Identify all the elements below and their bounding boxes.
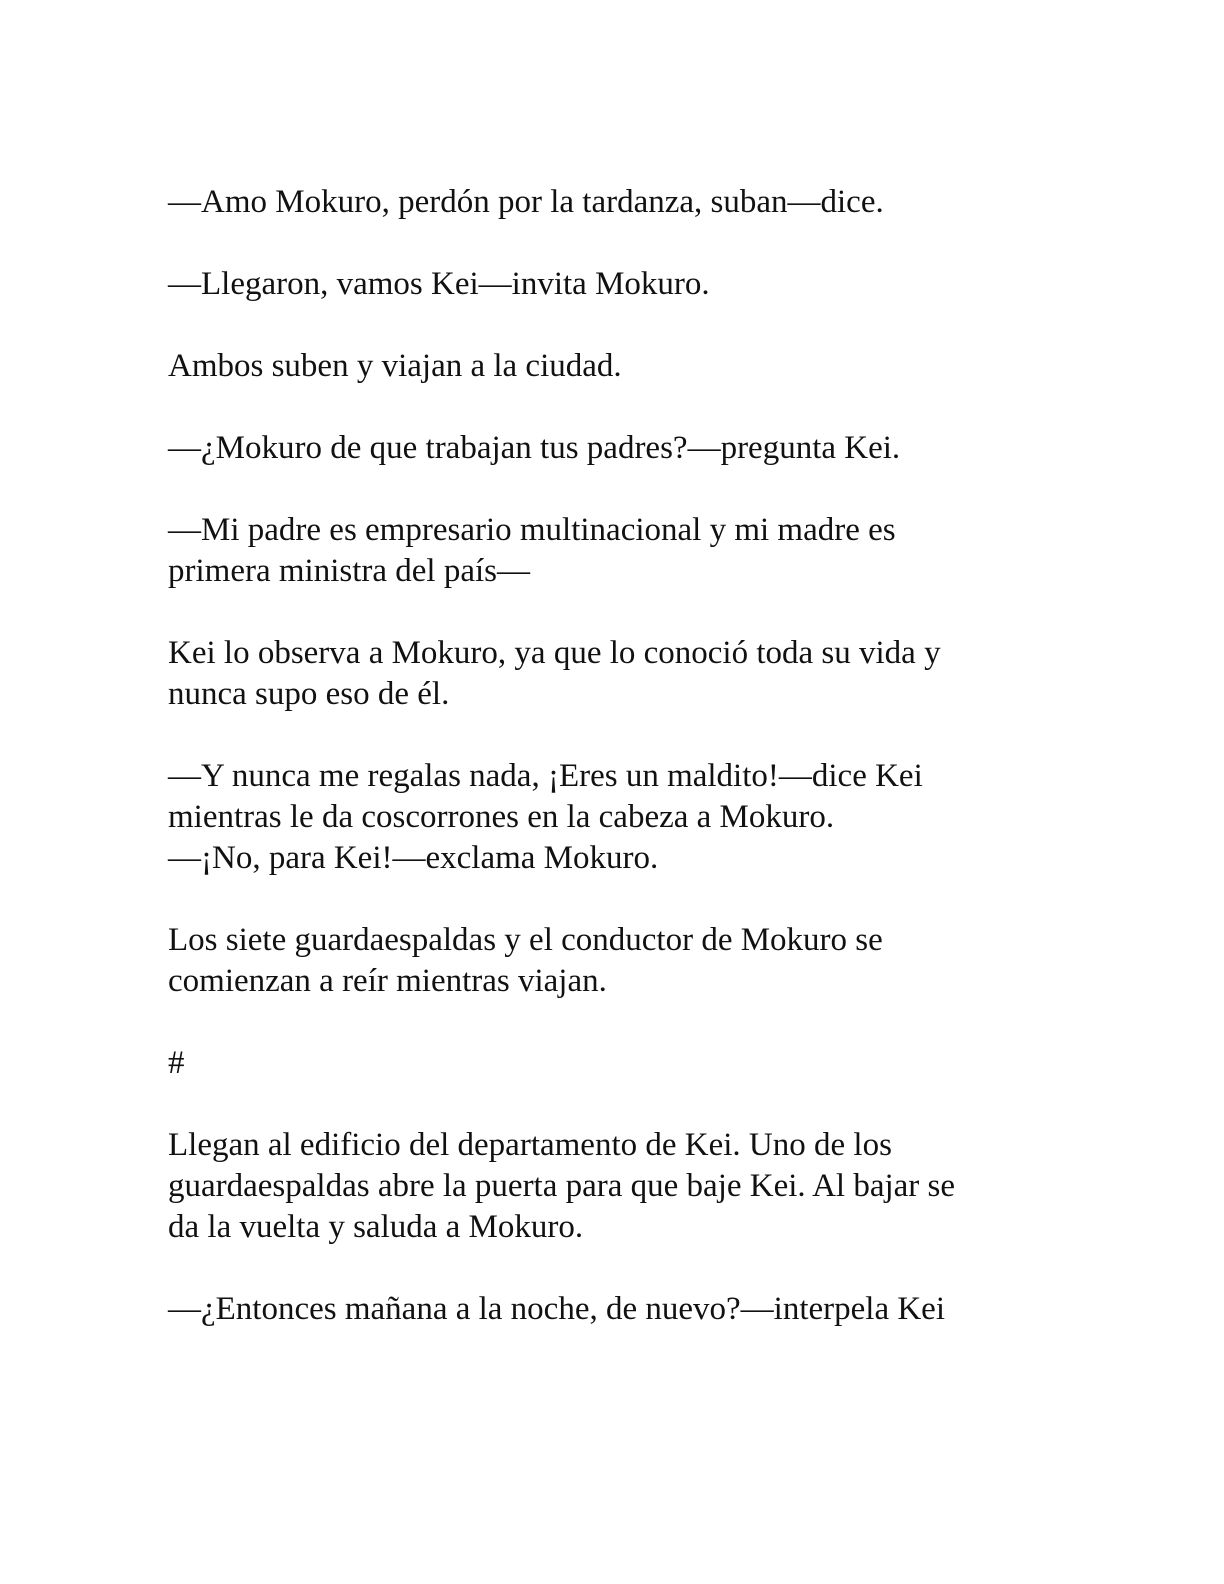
- text-line: da la vuelta y saluda a Mokuro.: [168, 1209, 584, 1245]
- text-line: comienzan a reír mientras viajan.: [168, 963, 607, 999]
- blank-line: [168, 469, 1048, 510]
- blank-line: [168, 305, 1048, 346]
- text-line: —Llegaron, vamos Kei—invita Mokuro.: [168, 266, 710, 302]
- blank-line: [168, 1248, 1048, 1289]
- text-line: —¿Entonces mañana a la noche, de nuevo?—interpela Kei: [168, 1291, 945, 1327]
- blank-line: [168, 879, 1048, 920]
- text-line: —Y nunca me regalas nada, ¡Eres un maldito!—dice Kei: [168, 758, 923, 794]
- blank-line: [168, 1084, 1048, 1125]
- text-line: —Mi padre es empresario multinacional y mi madre es: [168, 512, 896, 548]
- text-line: —Amo Mokuro, perdón por la tardanza, suban—dice.: [168, 184, 884, 220]
- text-line: —¿Mokuro de que trabajan tus padres?—pregunta Kei.: [168, 430, 901, 466]
- blank-line: [168, 1002, 1048, 1043]
- text-line: nunca supo eso de él.: [168, 676, 450, 712]
- text-line: Los siete guardaespaldas y el conductor de Mokuro se: [168, 922, 883, 958]
- text-line: primera ministra del país—: [168, 553, 530, 589]
- blank-line: [168, 387, 1048, 428]
- blank-line: [168, 592, 1048, 633]
- blank-line: [168, 223, 1048, 264]
- text-line: guardaespaldas abre la puerta para que baje Kei. Al bajar se: [168, 1168, 956, 1204]
- text-line: Kei lo observa a Mokuro, ya que lo conoció toda su vida y: [168, 635, 941, 671]
- scene-break-marker: #: [168, 1045, 185, 1081]
- text-line: mientras le da coscorrones en la cabeza a Mokuro.: [168, 799, 835, 835]
- text-line: Ambos suben y viajan a la ciudad.: [168, 348, 622, 384]
- document-page: [168, 182, 1048, 1330]
- text-line: —¡No, para Kei!—exclama Mokuro.: [168, 840, 659, 876]
- blank-line: [168, 715, 1048, 756]
- text-line: Llegan al edificio del departamento de Kei. Uno de los: [168, 1127, 892, 1163]
